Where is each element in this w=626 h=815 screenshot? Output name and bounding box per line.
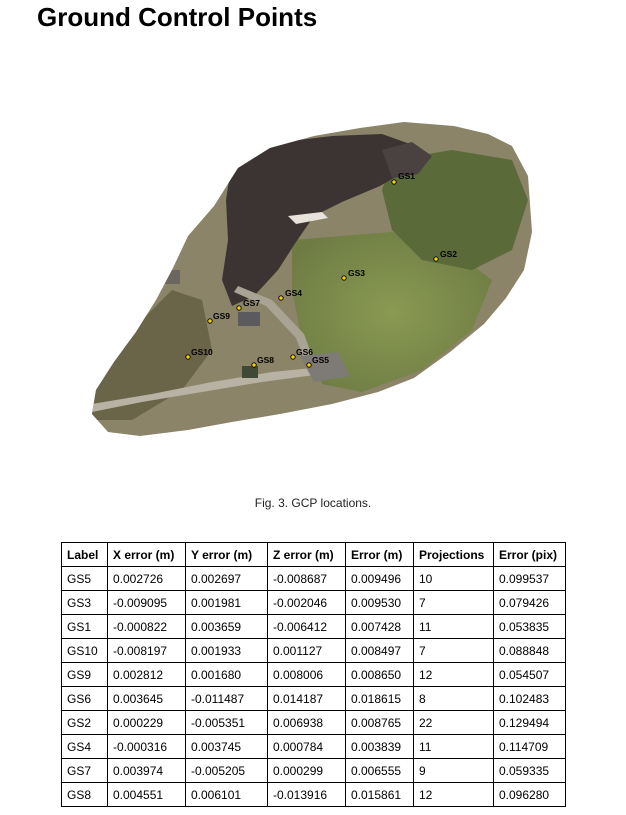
table-cell: 0.096280: [494, 783, 566, 807]
table-cell: GS10: [62, 639, 108, 663]
table-row: [62, 639, 566, 663]
table-row: [62, 783, 566, 807]
gcp-label-gs9: GS9: [213, 311, 231, 321]
table-cell: 10: [414, 567, 494, 591]
gcp-label-gs5: GS5: [312, 355, 330, 365]
table-cell: 0.002726: [108, 567, 186, 591]
table-cell: GS6: [62, 687, 108, 711]
table-cell: 0.018615: [346, 687, 414, 711]
table-cell: 0.007428: [346, 615, 414, 639]
table-cell: 0.008765: [346, 711, 414, 735]
orthomosaic-imagery: [92, 120, 532, 440]
table-cell: 0.006101: [186, 783, 268, 807]
table-cell: 0.000784: [268, 735, 346, 759]
table-row: [62, 591, 566, 615]
table-cell: 0.129494: [494, 711, 566, 735]
table-cell: 0.006938: [268, 711, 346, 735]
table-cell: 0.004551: [108, 783, 186, 807]
table-row: [62, 711, 566, 735]
table-row: [62, 759, 566, 783]
column-header-x-error: X error (m): [108, 543, 186, 567]
table-cell: GS5: [62, 567, 108, 591]
table-cell: -0.013916: [268, 783, 346, 807]
table-cell: -0.002046: [268, 591, 346, 615]
table-cell: 0.009530: [346, 591, 414, 615]
gcp-label-gs8: GS8: [257, 355, 275, 365]
table-row: [62, 735, 566, 759]
table-row: [62, 687, 566, 711]
orthomosaic-figure: [92, 120, 532, 440]
gcp-error-table: [61, 542, 566, 807]
table-cell: 0.000299: [268, 759, 346, 783]
table-cell: 0.001127: [268, 639, 346, 663]
table-cell: 0.114709: [494, 735, 566, 759]
table-cell: 7: [414, 639, 494, 663]
table-cell: 0.003659: [186, 615, 268, 639]
table-cell: -0.008687: [268, 567, 346, 591]
table-cell: 0.008650: [346, 663, 414, 687]
table-cell: -0.009095: [108, 591, 186, 615]
table-row: [62, 615, 566, 639]
table-cell: 0.079426: [494, 591, 566, 615]
figure-caption: Fig. 3. GCP locations.: [254, 496, 372, 510]
table-cell: 0.003839: [346, 735, 414, 759]
column-header-y-error: Y error (m): [186, 543, 268, 567]
column-header-error-pix: Error (pix): [494, 543, 566, 567]
table-cell: -0.000316: [108, 735, 186, 759]
table-cell: GS2: [62, 711, 108, 735]
gcp-label-gs4: GS4: [285, 288, 303, 298]
table-cell: -0.011487: [186, 687, 268, 711]
table-cell: 12: [414, 783, 494, 807]
gcp-label-gs2: GS2: [440, 249, 458, 259]
table-cell: GS4: [62, 735, 108, 759]
orthomosaic-map: [92, 120, 532, 440]
table-cell: 0.059335: [494, 759, 566, 783]
table-cell: 0.102483: [494, 687, 566, 711]
gcp-label-gs1: GS1: [398, 171, 416, 181]
table-cell: 0.008006: [268, 663, 346, 687]
table-cell: 0.000229: [108, 711, 186, 735]
table-cell: 0.001981: [186, 591, 268, 615]
column-header-projections: Projections: [414, 543, 494, 567]
gcp-label-gs6: GS6: [296, 347, 314, 357]
table-cell: 0.003974: [108, 759, 186, 783]
table-cell: 0.001933: [186, 639, 268, 663]
table-cell: 0.053835: [494, 615, 566, 639]
table-cell: GS7: [62, 759, 108, 783]
table-cell: 0.054507: [494, 663, 566, 687]
table-cell: 0.002812: [108, 663, 186, 687]
table-cell: 0.003645: [108, 687, 186, 711]
table-row: [62, 663, 566, 687]
column-header-error-m: Error (m): [346, 543, 414, 567]
table-cell: GS1: [62, 615, 108, 639]
table-cell: 11: [414, 615, 494, 639]
page-title: Ground Control Points: [37, 2, 318, 32]
gcp-label-gs10: GS10: [191, 347, 213, 357]
table-cell: -0.005205: [186, 759, 268, 783]
table-cell: 9: [414, 759, 494, 783]
table-cell: 11: [414, 735, 494, 759]
table-row: [62, 567, 566, 591]
table-cell: 0.003745: [186, 735, 268, 759]
table-cell: 0.009496: [346, 567, 414, 591]
table-cell: 0.014187: [268, 687, 346, 711]
column-header-z-error: Z error (m): [268, 543, 346, 567]
table-cell: 0.088848: [494, 639, 566, 663]
table-cell: 12: [414, 663, 494, 687]
table-cell: GS8: [62, 783, 108, 807]
gcp-label-gs7: GS7: [243, 298, 261, 308]
table-header-row: [62, 543, 566, 567]
table-cell: -0.005351: [186, 711, 268, 735]
table-cell: 8: [414, 687, 494, 711]
gcp-label-gs3: GS3: [348, 268, 366, 278]
table-cell: -0.000822: [108, 615, 186, 639]
table-cell: 0.099537: [494, 567, 566, 591]
column-header-label: Label: [62, 543, 108, 567]
table-cell: GS3: [62, 591, 108, 615]
table-cell: GS9: [62, 663, 108, 687]
table-cell: -0.008197: [108, 639, 186, 663]
table-cell: 0.006555: [346, 759, 414, 783]
table-cell: 0.008497: [346, 639, 414, 663]
table-cell: 22: [414, 711, 494, 735]
table-cell: 0.002697: [186, 567, 268, 591]
table-cell: 0.001680: [186, 663, 268, 687]
table-cell: -0.006412: [268, 615, 346, 639]
table-cell: 7: [414, 591, 494, 615]
table-cell: 0.015861: [346, 783, 414, 807]
